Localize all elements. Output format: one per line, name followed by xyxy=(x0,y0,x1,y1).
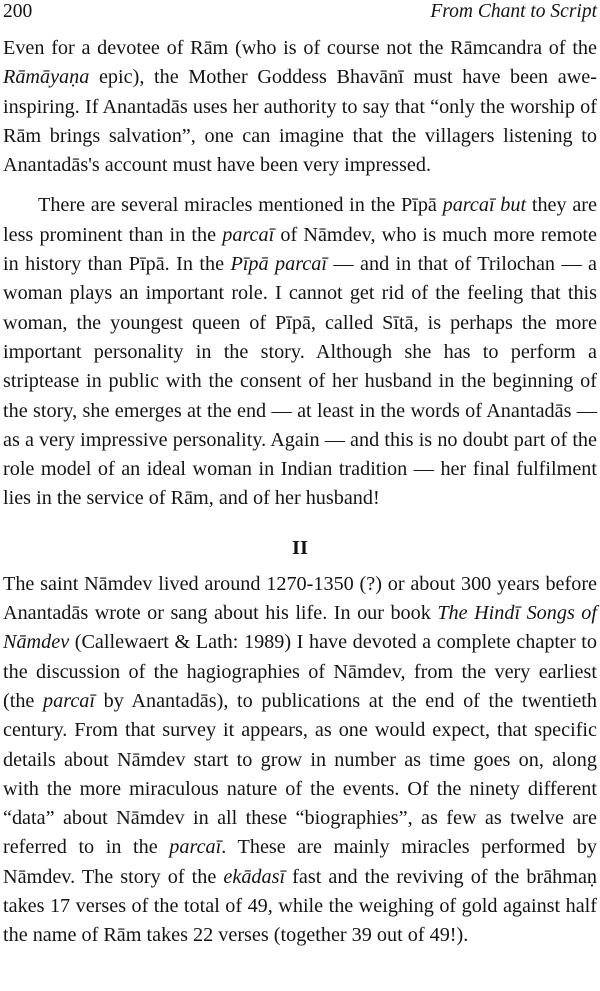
text-run: There are several miracles mentioned in the Pīpā xyxy=(38,194,443,217)
italic-run: parcaī but xyxy=(442,194,527,217)
running-head xyxy=(3,0,597,28)
paragraph-3 xyxy=(3,570,597,951)
italic-run: parcaī xyxy=(169,836,222,859)
section-heading: II xyxy=(292,536,308,559)
italic-run: parcaī xyxy=(222,223,275,246)
text-run: fast and the reviving of the brāhmaṇ takes 17 verses of the total of 49, while the weighing of gold against half the name of Rām takes 22 verses (together 39 out of 49!). xyxy=(3,865,598,947)
text-run: (Callewaert & Lath: 1989) I have devoted a complete chapter to the discussion of the hagiographies of Nāmdev, from the very earliest (the xyxy=(3,631,597,712)
paragraph-2 xyxy=(3,191,597,513)
text-run: Even for a devotee of Rām (who is of course not the Rāmcandra of the xyxy=(3,37,597,59)
paragraph-1 xyxy=(3,34,597,180)
italic-run: parcaī xyxy=(43,689,96,712)
text-run: epic), the Mother Goddess Bhavānī must have been awe-inspiring. If Anantadās uses her authority to say that “only the worship of Rām brings salvation”, one can imagine that the villagers listening to Anantadās's account must have been very impressed. xyxy=(3,66,597,177)
text-run: by Anantadās), to publications at the end of the twentieth century. From that survey it appears, as one would expect, that specific details about Nāmdev start to grow in number as time goes on, along with the more miraculous nature of the events. Of the ninety different “data” about Nāmdev in all these “biographies”, as few as twelve are referred to in the xyxy=(3,689,597,859)
italic-run: The Hindī Songs of Nāmdev xyxy=(3,602,597,654)
italic-run: ekādasī xyxy=(223,865,286,888)
text-run: . These are mainly miracles performed by Nāmdev. The story of the xyxy=(3,836,597,888)
italic-run: Rāmāyaṇa xyxy=(3,66,90,89)
italic-run: Pīpā parcaī xyxy=(230,253,327,276)
text-run: — and in that of Trilochan — a woman plays an important role. I cannot get rid of the feeling that this woman, the youngest queen of Pīpā, called Sītā, is perhaps the more important personality in the story. Although she has to perform a striptease in public with the consent of her husband in the beginning of the story, she emerges at the end — at least in the words of Anantadās — as a very impressive personality. Again — and this is no doubt part of the role model of an ideal woman in Indian tradition — her final fulfilment lies in the service of Rām, and of her husband! xyxy=(3,253,598,510)
page-number: 200 xyxy=(3,1,33,22)
text-run: of Nāmdev, who is much more remote in history than Pīpā. In the xyxy=(3,223,597,276)
text-run: The saint Nāmdev lived around 1270-1350 (?) or about 300 years before Anantadās wrote or sang about his life. In our book xyxy=(3,572,597,625)
running-title: From Chant to Script xyxy=(430,1,597,22)
text-run: they are less prominent than in the xyxy=(3,194,597,246)
